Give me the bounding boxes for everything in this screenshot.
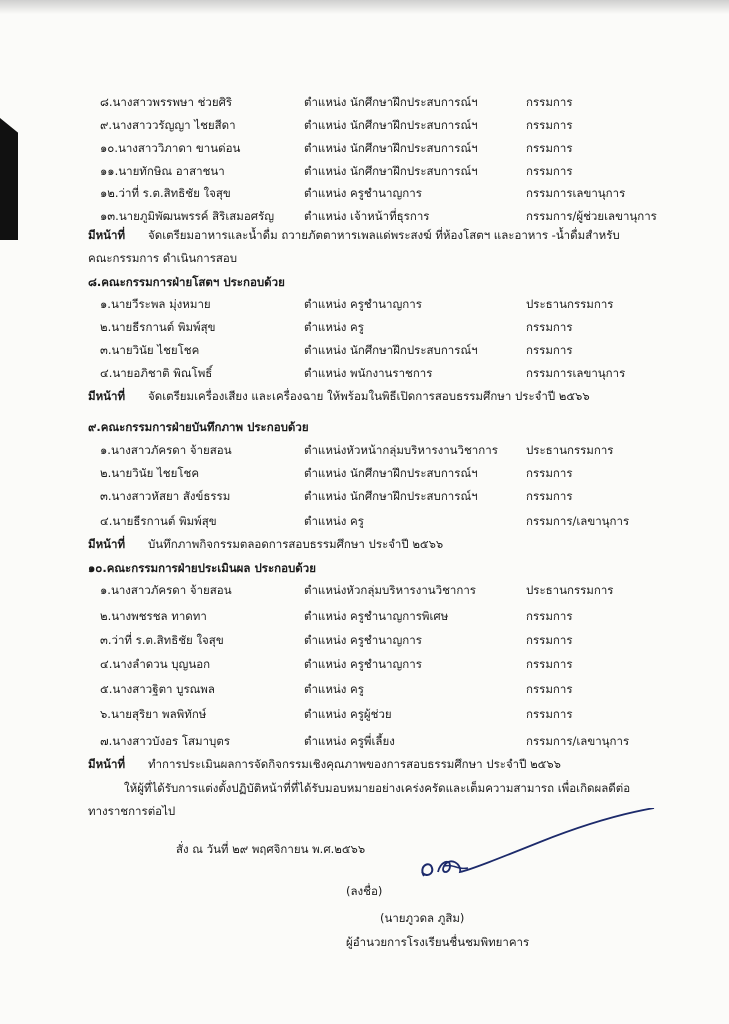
- group7-member-position: ตำแหน่ง นักศึกษาฝึกประสบการณ์ฯ: [304, 141, 478, 155]
- group7-member-position: ตำแหน่ง นักศึกษาฝึกประสบการณ์ฯ: [304, 118, 478, 132]
- group8-member-name: ๑.นายวีระพล มุ่งหมาย: [100, 297, 211, 311]
- group9-member-role: กรรมการ/เลขานุการ: [526, 514, 630, 528]
- group7-member-position: ตำแหน่ง ครูชำนาญการ: [304, 186, 422, 200]
- group10-member-name: ๓.ว่าที่ ร.ต.สิทธิชัย ใจสุข: [100, 633, 224, 647]
- group10-member-position: ตำแหน่ง ครูชำนาญการพิเศษ: [304, 609, 449, 623]
- duty-text: คณะกรรมการ ดำเนินการสอบ: [88, 251, 238, 265]
- group7-member-name: ๘.นางสาวพรรพษา ช่วยศิริ: [100, 95, 233, 109]
- group9-member-name: ๓.นางสาวหัสยา สังข์ธรรม: [100, 489, 231, 503]
- sign-label: (ลงชื่อ): [346, 884, 383, 898]
- group9-member-name: ๑.นางสาวภัครดา จ้ายสอน: [100, 443, 232, 457]
- group8-member-name: ๒.นายธีรกานต์ พิมพ์สุข: [100, 320, 216, 334]
- group9-member-name: ๒.นายวินัย ไชยโชค: [100, 466, 200, 480]
- group9-member-position: ตำแหน่ง นักศึกษาฝึกประสบการณ์ฯ: [304, 466, 478, 480]
- duty-label: มีหน้าที่: [88, 757, 126, 771]
- group10-member-name: ๖.นายสุริยา พลพิทักษ์: [100, 707, 207, 721]
- closing-text: ให้ผู้ที่ได้รับการแต่งตั้งปฏิบัติหน้าที่ที่ได้รับมอบหมายอย่างเคร่งครัดและเต็มความสามารถ เพื่อเกิดผลดีต่อ: [124, 781, 631, 795]
- group8-member-role: กรรมการ: [526, 320, 573, 334]
- signer-title: ผู้อำนวยการโรงเรียนชื่นชมพิทยาคาร: [346, 935, 530, 949]
- scan-top-edge: [0, 0, 729, 14]
- duty-text: จัดเตรียมเครื่องเสียง และเครื่องฉาย ให้พร้อมในพิธีเปิดการสอบธรรมศึกษา ประจำปี ๒๕๖๖: [148, 389, 590, 403]
- group10-member-position: ตำแหน่งหัวกลุ่มบริหารงานวิชาการ: [304, 583, 476, 597]
- group10-member-role: กรรมการ: [526, 682, 573, 696]
- duty-text: ทำการประเมินผลการจัดกิจกรรมเชิงคุณภาพของการสอบธรรมศึกษา ประจำปี ๒๕๖๖: [148, 757, 561, 771]
- group9-member-role: ประธานกรรมการ: [526, 443, 614, 457]
- group10-member-role: ประธานกรรมการ: [526, 583, 614, 597]
- group10-member-name: ๑.นางสาวภัครดา จ้ายสอน: [100, 583, 232, 597]
- group9-member-position: ตำแหน่งหัวหน้ากลุ่มบริหารงานวิชาการ: [304, 443, 498, 457]
- group9-member-position: ตำแหน่ง ครู: [304, 514, 364, 528]
- group8-member-role: กรรมการ: [526, 343, 573, 357]
- duty-text: จัดเตรียมอาหารและน้ำดื่ม ถวายภัตตาหารเพลแด่พระสงฆ์ ที่ห้องโสตฯ และอาหาร -น้ำดื่มสำหรับ: [148, 228, 620, 242]
- group7-member-name: ๑๐.นางสาววิภาดา ขานด่อน: [100, 141, 241, 155]
- group10-member-name: ๔.นางลำดวน บุญนอก: [100, 657, 211, 671]
- group7-member-position: ตำแหน่ง นักศึกษาฝึกประสบการณ์ฯ: [304, 164, 478, 178]
- group7-member-role: กรรมการ: [526, 141, 573, 155]
- group7-member-role: กรรมการเลขานุการ: [526, 186, 626, 200]
- group8-member-role: ประธานกรรมการ: [526, 297, 614, 311]
- group7-member-role: กรรมการ: [526, 95, 573, 109]
- group9-member-name: ๔.นายธีรกานต์ พิมพ์สุข: [100, 514, 217, 528]
- group8-member-name: ๔.นายอภิชาติ พิณโพธิ์: [100, 366, 213, 380]
- group7-member-role: กรรมการ/ผู้ช่วยเลขานุการ: [526, 209, 657, 223]
- duty-label: มีหน้าที่: [88, 389, 126, 403]
- group10-member-position: ตำแหน่ง ครูพี่เลี้ยง: [304, 734, 395, 748]
- duty-text: บันทึกภาพกิจกรรมตลอดการสอบธรรมศึกษา ประจำปี ๒๕๖๖: [148, 537, 444, 551]
- group10-member-name: ๕.นางสาวฐิตา บูรณพล: [100, 682, 215, 696]
- group8-member-position: ตำแหน่ง พนักงานราชการ: [304, 366, 433, 380]
- group10-member-position: ตำแหน่ง ครูชำนาญการ: [304, 633, 422, 647]
- group8-member-role: กรรมการเลขานุการ: [526, 366, 626, 380]
- group7-member-role: กรรมการ: [526, 118, 573, 132]
- group9-member-role: กรรมการ: [526, 466, 573, 480]
- group7-member-name: ๑๒.ว่าที่ ร.ต.สิทธิชัย ใจสุข: [100, 186, 231, 200]
- group7-member-position: ตำแหน่ง นักศึกษาฝึกประสบการณ์ฯ: [304, 95, 478, 109]
- section-title: ๙.คณะกรรมการฝ่ายบันทึกภาพ ประกอบด้วย: [88, 420, 309, 434]
- closing-text: ทางราชการต่อไป: [88, 804, 176, 818]
- group8-member-position: ตำแหน่ง นักศึกษาฝึกประสบการณ์ฯ: [304, 343, 478, 357]
- group10-member-role: กรรมการ/เลขานุการ: [526, 734, 630, 748]
- group7-member-name: ๑๑.นายทักษิณ อาสาชนา: [100, 164, 225, 178]
- group10-member-role: กรรมการ: [526, 633, 573, 647]
- group10-member-position: ตำแหน่ง ครูผู้ช่วย: [304, 707, 392, 721]
- group10-member-name: ๒.นางพชรชล ทาดทา: [100, 609, 207, 623]
- group9-member-position: ตำแหน่ง นักศึกษาฝึกประสบการณ์ฯ: [304, 489, 478, 503]
- group10-member-role: กรรมการ: [526, 657, 573, 671]
- group9-member-role: กรรมการ: [526, 489, 573, 503]
- group7-member-position: ตำแหน่ง เจ้าหน้าที่ธุรการ: [304, 209, 430, 223]
- scan-left-shadow: [0, 118, 18, 240]
- group10-member-role: กรรมการ: [526, 609, 573, 623]
- group8-member-position: ตำแหน่ง ครูชำนาญการ: [304, 297, 422, 311]
- signer-name: (นายภูวดล ภูสิม): [380, 911, 465, 925]
- group7-member-role: กรรมการ: [526, 164, 573, 178]
- section-title: ๘.คณะกรรมการฝ่ายโสตฯ ประกอบด้วย: [88, 275, 285, 289]
- group8-member-name: ๓.นายวินัย ไชยโชค: [100, 343, 200, 357]
- group10-member-name: ๗.นางสาวบังอร โสมาบุตร: [100, 734, 231, 748]
- group8-member-position: ตำแหน่ง ครู: [304, 320, 364, 334]
- group7-member-name: ๙.นางสาววรัญญา ไชยสีดา: [100, 118, 236, 132]
- group10-member-role: กรรมการ: [526, 707, 573, 721]
- group7-member-name: ๑๓.นายภูมิพัฒนพรรค์ สิริเสมอศรัญ: [100, 209, 275, 223]
- duty-label: มีหน้าที่: [88, 537, 126, 551]
- signature-image: [410, 808, 660, 888]
- group10-member-position: ตำแหน่ง ครู: [304, 682, 364, 696]
- section-title: ๑๐.คณะกรรมการฝ่ายประเมินผล ประกอบด้วย: [88, 561, 316, 575]
- group10-member-position: ตำแหน่ง ครูชำนาญการ: [304, 657, 422, 671]
- order-date: สั่ง ณ วันที่ ๒๙ พฤศจิกายน พ.ศ.๒๕๖๖: [176, 842, 366, 856]
- duty-label: มีหน้าที่: [88, 228, 126, 242]
